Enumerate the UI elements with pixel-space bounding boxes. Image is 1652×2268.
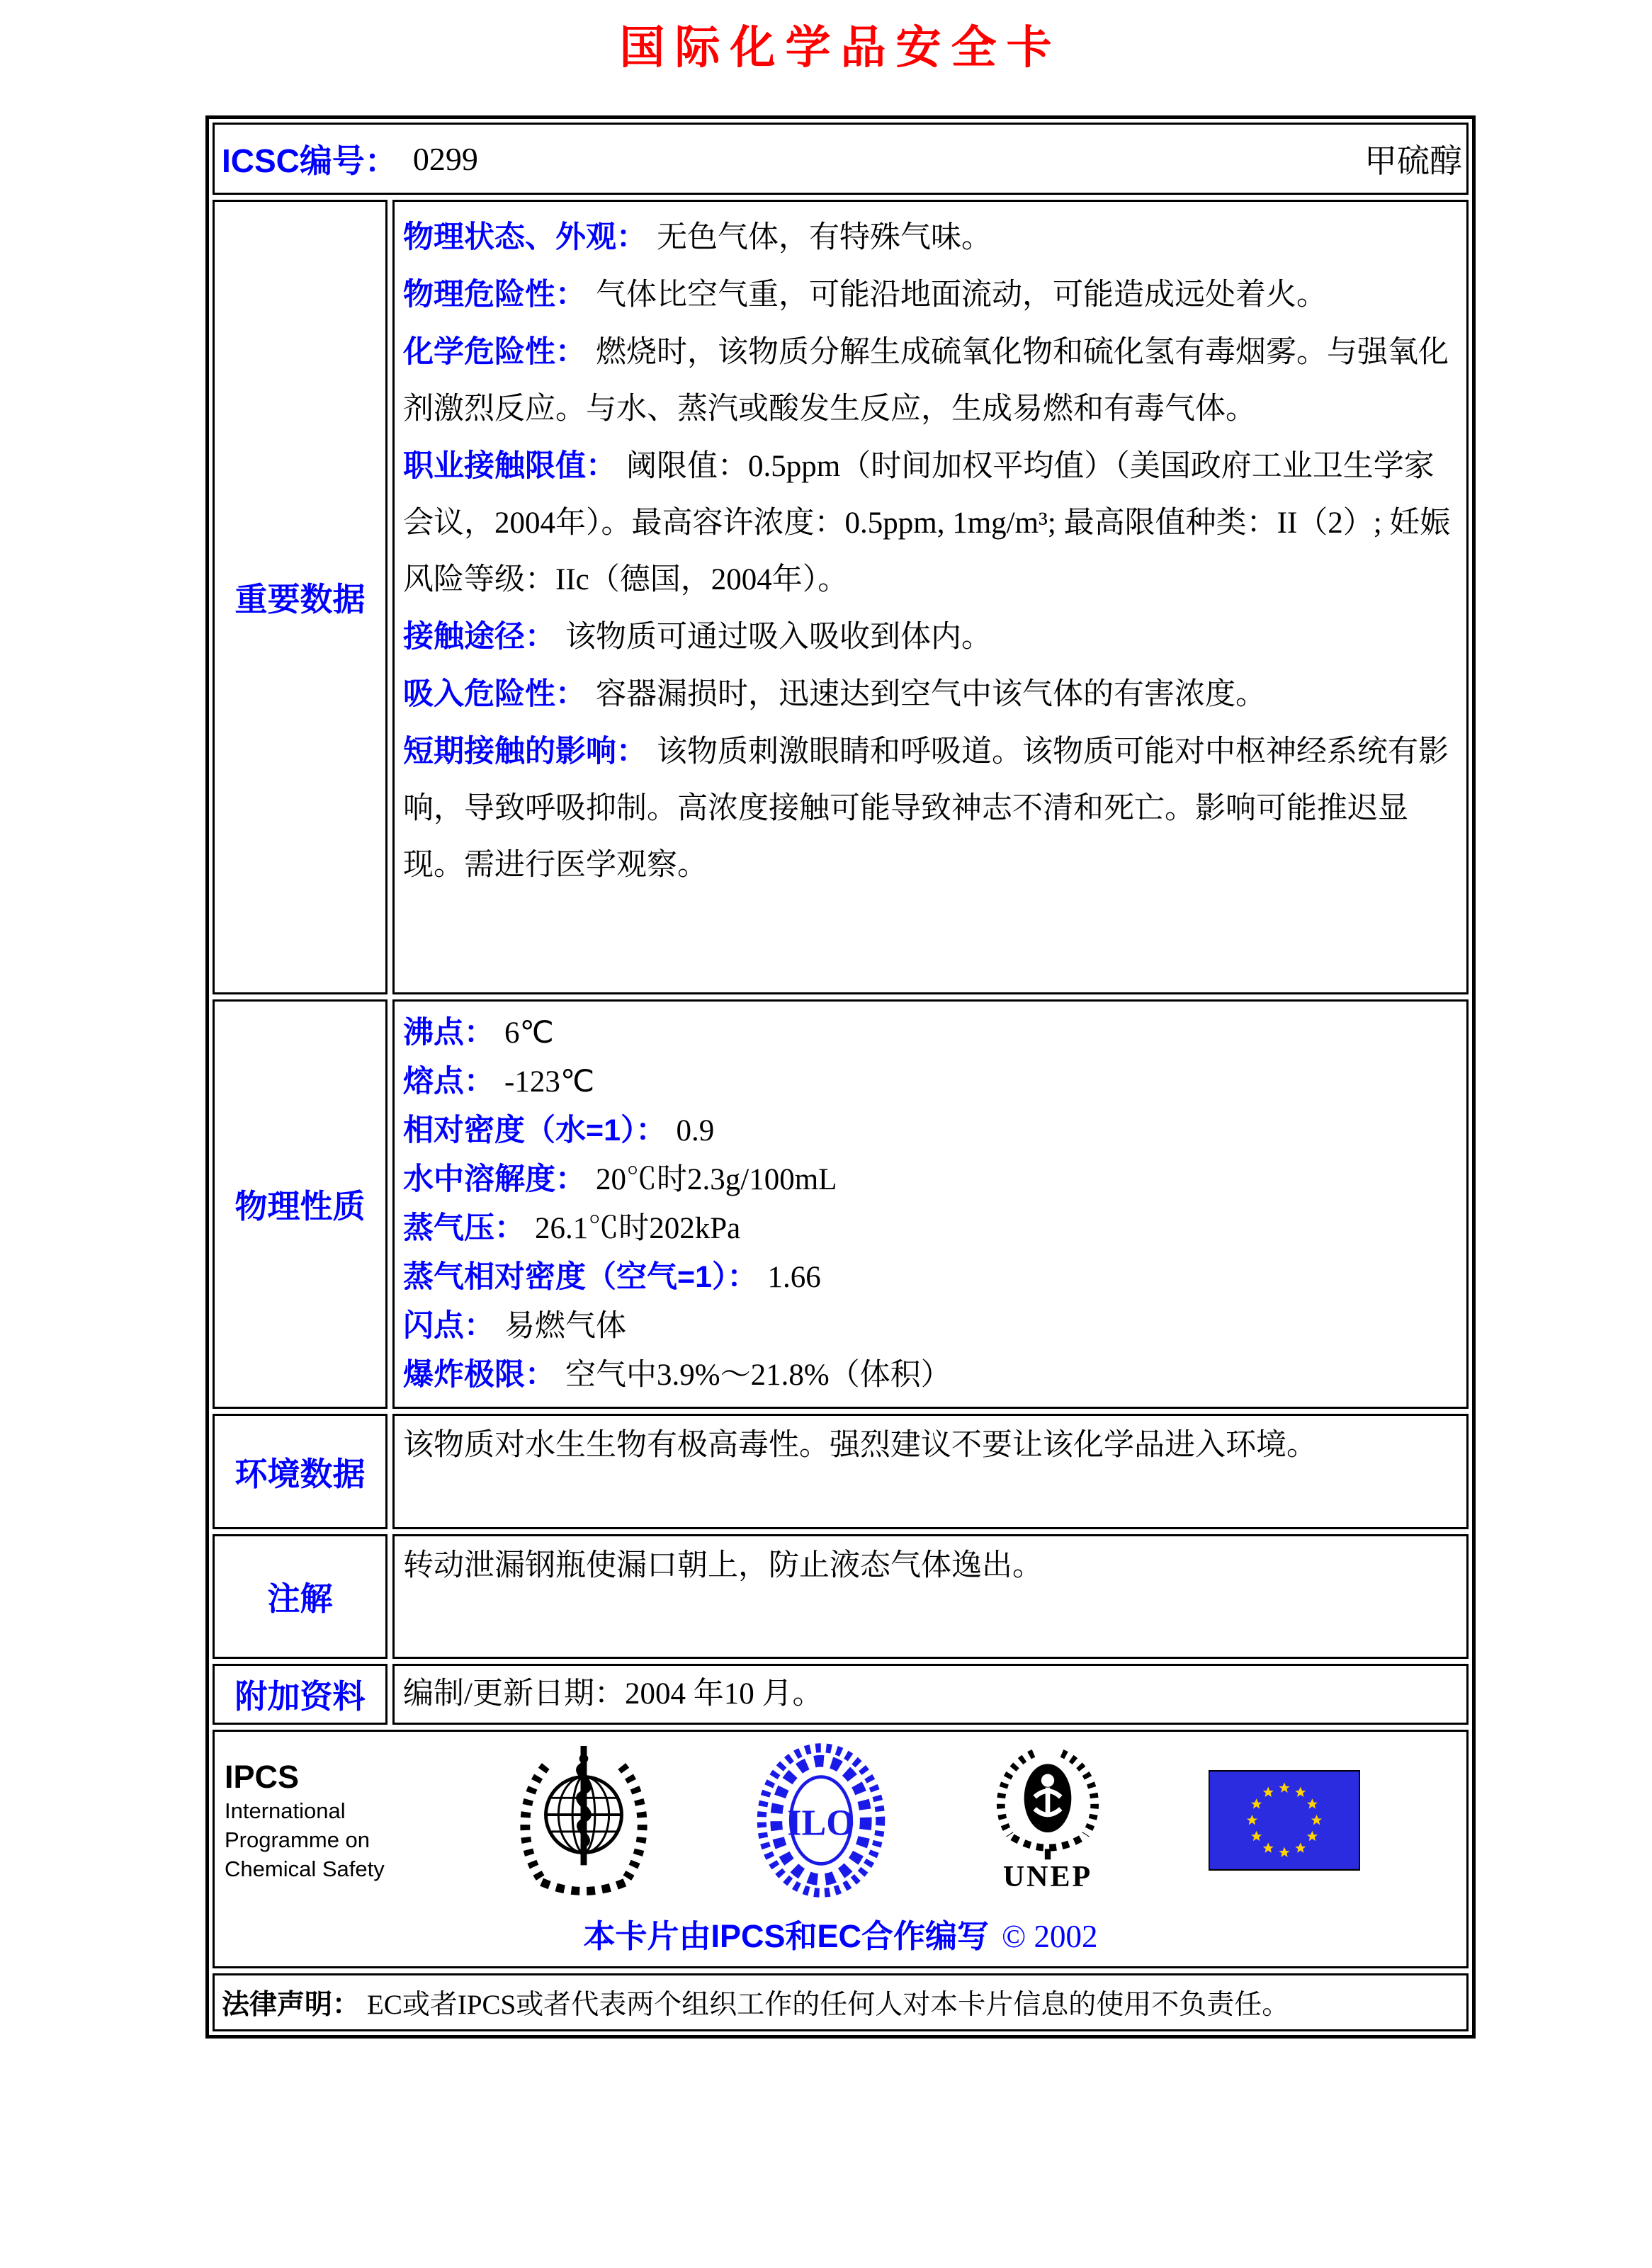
environmental-data-text: 该物质对水生生物有极高毒性。强烈建议不要让该化学品进入环境。	[403, 1429, 1317, 1462]
item-text: 无色气体，有特殊气味。	[657, 221, 992, 254]
additional-info-content	[392, 1664, 1469, 1725]
property-line	[403, 1351, 1458, 1400]
ipcs-subtitle-line: Chemical Safety	[225, 1856, 385, 1881]
ilo-emblem-icon	[755, 1742, 887, 1898]
page-title: 国际化学品安全卡	[619, 21, 1062, 74]
item-text: 气体比空气重，可能沿地面流动，可能造成远处着火。	[596, 278, 1327, 312]
important-data-row	[213, 200, 1469, 994]
item-text: 6℃	[504, 1016, 554, 1050]
item-text: 易燃气体	[504, 1310, 626, 1343]
ipcs-block	[225, 1758, 412, 1883]
additional-info-row	[213, 1664, 1469, 1725]
additional-info-text: 编制/更新日期：2004 年10 月。	[403, 1677, 823, 1711]
item-label: 闪点：	[403, 1309, 494, 1343]
important-data-content	[392, 200, 1469, 994]
row-label-notes: 注解	[213, 1534, 387, 1659]
notes-row	[213, 1534, 1469, 1659]
important-data-item	[403, 324, 1458, 438]
notes-text: 转动泄漏钢瓶使漏口朝上，防止液态气体逸出。	[403, 1549, 1043, 1582]
property-line	[403, 1253, 1458, 1302]
row-label-physical-properties: 物理性质	[213, 999, 387, 1409]
item-label: 吸入危险性：	[403, 677, 586, 711]
unep-emblem-icon	[988, 1747, 1107, 1861]
item-text: 该物质可通过吸入吸收到体内。	[565, 620, 992, 654]
property-line	[403, 1155, 1458, 1204]
item-label: 相对密度（水=1）：	[403, 1113, 667, 1147]
credit-line	[215, 1910, 1466, 1956]
unep-block	[988, 1747, 1107, 1893]
item-text: 空气中3.9%～21.8%（体积）	[565, 1359, 951, 1392]
copyright-text: © 2002	[1002, 1919, 1098, 1954]
item-text: 26.1℃时202kPa	[535, 1212, 741, 1245]
physical-properties-row	[213, 999, 1469, 1409]
legal-text: EC或者IPCS或者代表两个组织工作的任何人对本卡片信息的使用不负责任。	[367, 1990, 1290, 2020]
item-text: 容器漏损时，迅速达到空气中该气体的有害浓度。	[596, 678, 1266, 711]
row-label-important-data: 重要数据	[213, 200, 387, 994]
ipcs-acronym: IPCS	[225, 1758, 300, 1795]
ipcs-subtitle-line: International	[225, 1798, 346, 1823]
row-label-additional-info: 附加资料	[213, 1664, 387, 1725]
icsc-number-label: ICSC编号：	[222, 142, 397, 179]
item-label: 蒸气相对密度（空气=1）：	[403, 1260, 758, 1294]
header-row	[213, 123, 1469, 195]
environmental-data-row	[213, 1414, 1469, 1529]
physical-properties-content	[392, 999, 1469, 1409]
credit-text: 本卡片由IPCS和EC合作编写	[583, 1918, 990, 1954]
environmental-data-content	[392, 1414, 1469, 1529]
item-label: 物理状态、外观：	[403, 220, 647, 254]
property-line	[403, 1204, 1458, 1253]
item-label: 爆炸极限：	[403, 1358, 555, 1392]
item-label: 沸点：	[403, 1016, 494, 1050]
item-text: -123℃	[504, 1065, 595, 1099]
legal-cell	[213, 1973, 1469, 2031]
unep-caption: UNEP	[1002, 1861, 1093, 1893]
icsc-number: 0299	[412, 140, 478, 177]
footer-cell	[213, 1730, 1469, 1968]
item-text: 0.9	[676, 1114, 715, 1147]
item-label: 蒸气压：	[403, 1211, 525, 1245]
header-cell	[213, 123, 1469, 195]
item-text: 燃烧时，该物质分解生成硫氧化物和硫化氢有毒烟雾。与强氧化剂激烈反应。与水、蒸汽或酸发生反应，生成易燃和有毒气体。	[403, 336, 1449, 426]
item-label: 接触途径：	[403, 620, 555, 654]
item-label: 短期接触的影响：	[403, 735, 647, 769]
item-text: 20℃时2.3g/100mL	[596, 1163, 837, 1196]
notes-content	[392, 1534, 1469, 1659]
who-emblem-icon	[514, 1742, 654, 1899]
item-text: 该物质刺激眼睛和呼吸道。该物质可能对中枢神经系统有影响，导致呼吸抑制。高浓度接触可能导致神志不清和死亡。影响可能推迟显现。需进行医学观察。	[403, 735, 1449, 882]
legal-row	[213, 1973, 1469, 2031]
important-data-item	[403, 209, 1458, 266]
logo-strip	[215, 1739, 1466, 1899]
legal-label: 法律声明：	[222, 1990, 361, 2020]
eu-flag-icon	[1209, 1770, 1360, 1871]
property-line	[403, 1302, 1458, 1351]
important-data-item	[403, 608, 1458, 666]
item-label: 水中溶解度：	[403, 1162, 586, 1196]
chemical-name: 甲硫醇	[1364, 143, 1462, 179]
property-line	[403, 1106, 1458, 1155]
row-label-environmental-data: 环境数据	[213, 1414, 387, 1529]
property-line	[403, 1009, 1458, 1058]
svg-text:ILO: ILO	[787, 1803, 855, 1844]
item-label: 物理危险性：	[403, 278, 586, 312]
item-label: 化学危险性：	[403, 335, 586, 369]
ipcs-subtitle-line: Programme on	[225, 1827, 370, 1852]
item-label: 职业接触限值：	[403, 449, 616, 483]
item-text: 1.66	[767, 1261, 821, 1294]
important-data-item	[403, 723, 1458, 894]
footer-row	[213, 1730, 1469, 1968]
icsc-card	[205, 115, 1476, 2039]
important-data-item	[403, 666, 1458, 723]
important-data-item	[403, 266, 1458, 324]
item-text: 阈限值：0.5ppm（时间加权平均值）（美国政府工业卫生学家会议，2004年）。最高容许浓度：0.5ppm, 1mg/m³; 最高限值种类：II（2）; 妊娠风险等级：IIc（德国，2004年）。	[403, 450, 1451, 596]
important-data-item	[403, 438, 1458, 608]
property-line	[403, 1058, 1458, 1106]
item-label: 熔点：	[403, 1065, 494, 1099]
